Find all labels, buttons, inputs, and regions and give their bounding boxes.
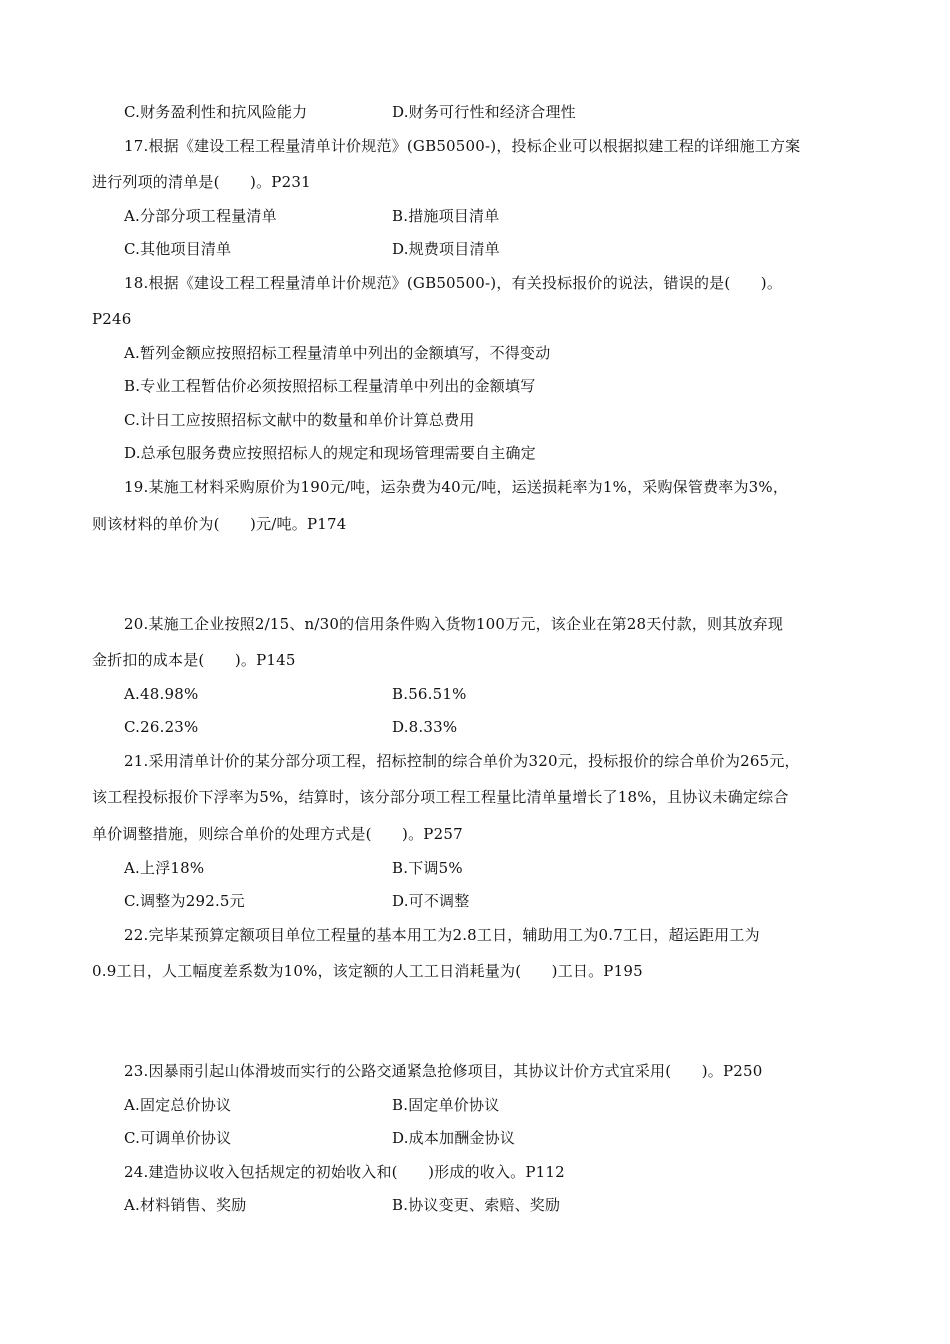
question-21-text-cont2: 单价调整措施，则综合单价的处理方式是( )。P257 — [92, 825, 463, 843]
q18-option-b: B.专业工程暂估价必须按照招标工程量清单中列出的金额填写 — [124, 377, 536, 395]
q18-option-d: D.总承包服务费应按照招标人的规定和现场管理需要自主确定 — [124, 444, 536, 462]
q18-option-a: A.暂列金额应按照招标工程量清单中列出的金额填写，不得变动 — [124, 344, 551, 362]
q16-option-c: C.财务盈利性和抗风险能力 — [124, 103, 308, 121]
question-21-text: 21.采用清单计价的某分部分项工程，招标控制的综合单价为320元，投标报价的综合单价为265元， — [124, 752, 800, 770]
q23-option-b: B.固定单价协议 — [392, 1096, 500, 1114]
q24-option-a: A.材料销售、奖励 — [124, 1196, 247, 1214]
question-18-text-cont: P246 — [92, 310, 132, 328]
question-17-text-cont: 进行列项的清单是( )。P231 — [92, 173, 311, 191]
q20-option-a: A.48.98% — [124, 685, 199, 703]
q16-option-d: D.财务可行性和经济合理性 — [392, 103, 576, 121]
q21-option-a: A.上浮18% — [124, 859, 205, 877]
q20-option-b: B.56.51% — [392, 685, 467, 703]
q23-option-a: A.固定总价协议 — [124, 1096, 232, 1114]
q20-option-c: C.26.23% — [124, 718, 199, 736]
q17-option-c: C.其他项目清单 — [124, 240, 232, 258]
question-22-text: 22.完毕某预算定额项目单位工程量的基本用工为2.8工日，辅助用工为0.7工日，超运距用工为 — [124, 926, 760, 944]
q21-option-b: B.下调5% — [392, 859, 463, 877]
q23-option-c: C.可调单价协议 — [124, 1129, 232, 1147]
question-23-text: 23.因暴雨引起山体滑坡而实行的公路交通紧急抢修项目，其协议计价方式宜采用( )。P250 — [124, 1062, 763, 1080]
q21-option-d: D.可不调整 — [392, 892, 470, 910]
question-17-text: 17.根据《建设工程工程量清单计价规范》(GB50500-)，投标企业可以根据拟建工程的详细施工方案 — [124, 137, 801, 155]
question-24-text: 24.建造协议收入包括规定的初始收入和( )形成的收入。P112 — [124, 1163, 565, 1181]
question-21-text-cont1: 该工程投标报价下浮率为5%，结算时，该分部分项工程工程量比清单量增长了18%，且协议未确定综合 — [92, 788, 789, 806]
question-22-text-cont: 0.9工日，人工幅度差系数为10%，该定额的人工工日消耗量为( )工日。P195 — [92, 962, 643, 980]
question-19-text-cont: 则该材料的单价为( )元/吨。P174 — [92, 515, 347, 533]
q24-option-b: B.协议变更、索赔、奖励 — [392, 1196, 561, 1214]
question-20-text-cont: 金折扣的成本是( )。P145 — [92, 651, 296, 669]
q18-option-c: C.计日工应按照招标文献中的数量和单价计算总费用 — [124, 411, 475, 429]
q17-option-a: A.分部分项工程量清单 — [124, 207, 277, 225]
q21-option-c: C.调整为292.5元 — [124, 892, 245, 910]
question-19-text: 19.某施工材料采购原价为190元/吨，运杂费为40元/吨，运送损耗率为1%，采购保管费率为3%， — [124, 478, 789, 496]
q17-option-b: B.措施项目清单 — [392, 207, 500, 225]
question-18-text: 18.根据《建设工程工程量清单计价规范》(GB50500-)，有关投标报价的说法，错误的是( )。 — [124, 274, 783, 292]
q20-option-d: D.8.33% — [392, 718, 458, 736]
q23-option-d: D.成本加酬金协议 — [392, 1129, 516, 1147]
question-20-text: 20.某施工企业按照2/15、n/30的信用条件购入货物100万元，该企业在第28天付款，则其放弃现 — [124, 615, 784, 633]
q17-option-d: D.规费项目清单 — [392, 240, 500, 258]
